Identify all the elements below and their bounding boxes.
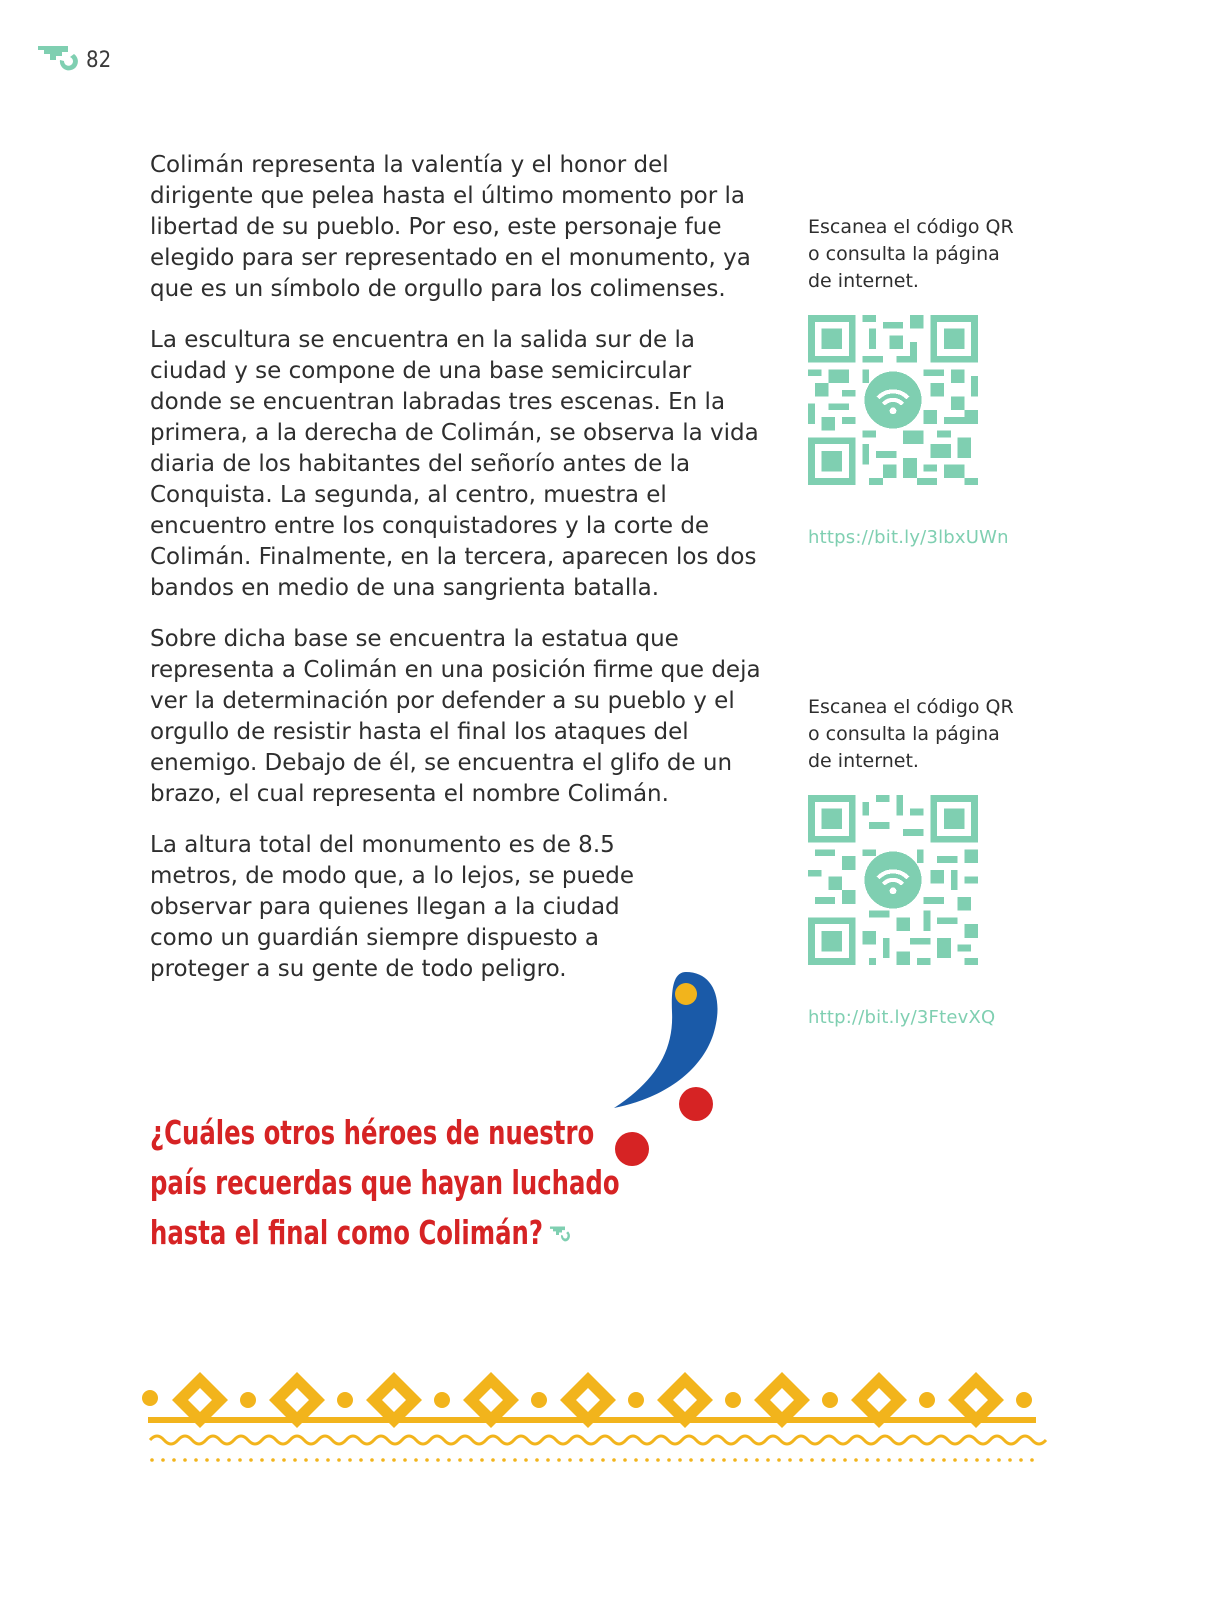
pattern-small-dot	[700, 1458, 704, 1462]
pattern-small-dot	[161, 1458, 165, 1462]
pattern-small-dot	[337, 1458, 341, 1462]
question-line: ¿Cuáles otros héroes de nuestro	[150, 1113, 595, 1152]
pattern-small-dot	[623, 1458, 627, 1462]
pattern-small-dot	[535, 1458, 539, 1462]
pattern-small-dot	[942, 1458, 946, 1462]
pattern-small-dot	[579, 1458, 583, 1462]
decorative-border	[140, 1370, 1060, 1490]
pattern-small-dot	[480, 1458, 484, 1462]
pattern-small-dot	[964, 1458, 968, 1462]
pattern-small-dot	[788, 1458, 792, 1462]
pattern-small-dot	[271, 1458, 275, 1462]
pattern-small-dot	[876, 1458, 880, 1462]
pattern-small-dot	[821, 1458, 825, 1462]
pattern-wave	[150, 1436, 1046, 1444]
qr-block	[808, 694, 1048, 1028]
pattern-small-dot	[469, 1458, 473, 1462]
pattern-dot	[822, 1392, 838, 1408]
pattern-small-dot	[425, 1458, 429, 1462]
pattern-small-dot	[172, 1458, 176, 1462]
page-number: 82	[86, 47, 112, 73]
pattern-small-dot	[447, 1458, 451, 1462]
pattern-small-dot	[370, 1458, 374, 1462]
paragraph: La altura total del monumento es de 8.5 metros, de modo que, a lo lejos, se puede observar para quienes llegan a la ciudad como un guardián siempre dispuesto a proteger a su gente de todo peligro.	[150, 832, 634, 982]
qr-link[interactable]: http://bit.ly/3FtevXQ	[808, 1007, 996, 1028]
pattern-small-dot	[315, 1458, 319, 1462]
pattern-small-dot	[1019, 1458, 1023, 1462]
pattern-small-dot	[436, 1458, 440, 1462]
qr-instructions: Escanea el código QR o consulta la página de internet.	[808, 216, 1014, 292]
paragraph: Sobre dicha base se encuentra la estatua que representa a Colimán en una posición firme que deja ver la determinación por defender a su pueblo y el orgullo de resistir hasta el final los ataques del enemigo. Debajo de él, se encuentra el glifo de un brazo, el cual representa el nombre Colimán.	[150, 626, 761, 807]
pattern-dot	[240, 1392, 256, 1408]
pattern-small-dot	[260, 1458, 264, 1462]
pattern-small-dot	[590, 1458, 594, 1462]
pattern-small-dot	[909, 1458, 913, 1462]
paragraph: La escultura se encuentra en la salida sur de la ciudad y se compone de una base semicircular donde se encuentran labradas tres escenas. En la primera, a la derecha de Colimán, se observa la vida diaria de los habitantes del señorío antes de la Conquista. La segunda, al centro, muestra el encuentro entre los conquistadores y la corte de Colimán. Finalmente, en la tercera, aparecen los dos bandos en medio de una sangrienta batalla.	[150, 327, 759, 601]
pattern-small-dot	[194, 1458, 198, 1462]
pattern-dot	[337, 1392, 353, 1408]
pattern-small-dot	[777, 1458, 781, 1462]
pattern-small-dot	[689, 1458, 693, 1462]
qr-code-icon[interactable]	[808, 795, 978, 965]
pattern-dot	[434, 1392, 450, 1408]
qr-block	[808, 214, 1048, 548]
decorative-quote-icon	[614, 972, 734, 1192]
pattern-line	[148, 1417, 1036, 1423]
glyph-corner-icon	[548, 1224, 573, 1246]
pattern-small-dot	[304, 1458, 308, 1462]
pattern-small-dot	[557, 1458, 561, 1462]
pattern-small-dot	[931, 1458, 935, 1462]
pattern-small-dot	[524, 1458, 528, 1462]
pattern-small-dot	[392, 1458, 396, 1462]
pattern-small-dot	[183, 1458, 187, 1462]
pattern-small-dot	[843, 1458, 847, 1462]
pattern-dot	[919, 1392, 935, 1408]
question-line-text: hasta el final como Colimán?	[150, 1213, 543, 1252]
pattern-small-dot	[854, 1458, 858, 1462]
pattern-small-dot	[656, 1458, 660, 1462]
pattern-small-dot	[920, 1458, 924, 1462]
pattern-small-dot	[238, 1458, 242, 1462]
pattern-small-dot	[348, 1458, 352, 1462]
pattern-dot	[628, 1392, 644, 1408]
pattern-small-dot	[645, 1458, 649, 1462]
pattern-dot	[1016, 1392, 1032, 1408]
pattern-small-dot	[546, 1458, 550, 1462]
pattern-small-dot	[634, 1458, 638, 1462]
pattern-small-dot	[667, 1458, 671, 1462]
pattern-small-dot	[150, 1458, 154, 1462]
pattern-small-dot	[491, 1458, 495, 1462]
pattern-small-dot	[678, 1458, 682, 1462]
pattern-small-dot	[502, 1458, 506, 1462]
pattern-small-dot	[216, 1458, 220, 1462]
pattern-small-dot	[799, 1458, 803, 1462]
qr-instructions: Escanea el código QR o consulta la página de internet.	[808, 696, 1014, 772]
qr-code-icon[interactable]	[808, 315, 978, 485]
pattern-small-dot	[865, 1458, 869, 1462]
pattern-small-dot	[832, 1458, 836, 1462]
pattern-small-dot	[513, 1458, 517, 1462]
page-header	[38, 42, 111, 78]
pattern-small-dot	[733, 1458, 737, 1462]
pattern-dot	[142, 1390, 158, 1406]
pattern-small-dot	[810, 1458, 814, 1462]
pattern-small-dot	[953, 1458, 957, 1462]
pattern-small-dot	[711, 1458, 715, 1462]
pattern-small-dot	[458, 1458, 462, 1462]
pattern-small-dot	[986, 1458, 990, 1462]
pattern-small-dot	[975, 1458, 979, 1462]
pattern-small-dot	[1008, 1458, 1012, 1462]
pattern-small-dot	[227, 1458, 231, 1462]
pattern-small-dot	[249, 1458, 253, 1462]
pattern-small-dot	[612, 1458, 616, 1462]
qr-link[interactable]: https://bit.ly/3lbxUWn	[808, 527, 1009, 548]
pattern-small-dot	[414, 1458, 418, 1462]
pattern-small-dot	[403, 1458, 407, 1462]
pattern-small-dot	[722, 1458, 726, 1462]
glyph-corner-icon	[38, 42, 78, 78]
reflection-question	[150, 1108, 620, 1258]
paragraph: Colimán representa la valentía y el honor del dirigente que pelea hasta el último momento por la libertad de su pueblo. Por eso, este personaje fue elegido para ser representado en el monumento, ya que es un símbolo de orgullo para los colimenses.	[150, 152, 751, 302]
pattern-small-dot	[205, 1458, 209, 1462]
pattern-small-dot	[755, 1458, 759, 1462]
pattern-dot	[531, 1392, 547, 1408]
pattern-small-dot	[1030, 1458, 1034, 1462]
pattern-small-dot	[568, 1458, 572, 1462]
pattern-small-dot	[744, 1458, 748, 1462]
pattern-small-dot	[601, 1458, 605, 1462]
pattern-dot	[725, 1392, 741, 1408]
pattern-small-dot	[381, 1458, 385, 1462]
pattern-small-dot	[898, 1458, 902, 1462]
pattern-small-dot	[282, 1458, 286, 1462]
pattern-small-dot	[766, 1458, 770, 1462]
pattern-small-dot	[293, 1458, 297, 1462]
pattern-small-dot	[359, 1458, 363, 1462]
question-line	[150, 1208, 543, 1258]
pattern-small-dot	[997, 1458, 1001, 1462]
question-line: país recuerdas que hayan luchado	[150, 1163, 620, 1202]
pattern-small-dot	[887, 1458, 891, 1462]
pattern-small-dot	[326, 1458, 330, 1462]
body-text	[150, 150, 762, 1005]
